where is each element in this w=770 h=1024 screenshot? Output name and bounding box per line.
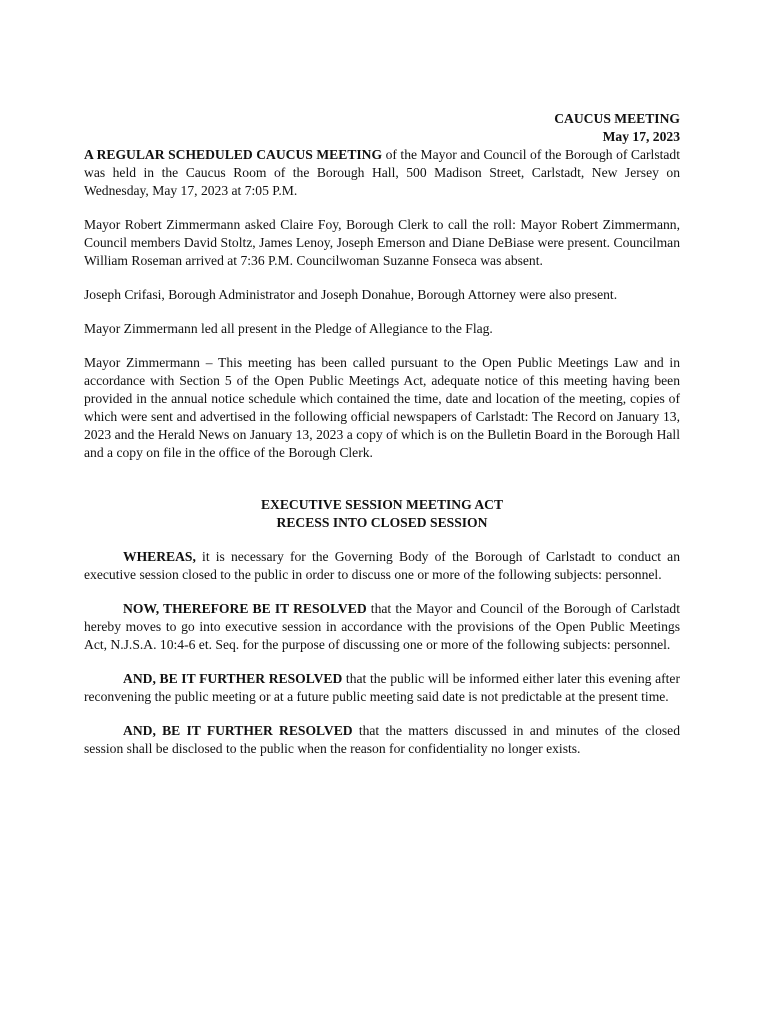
whereas-text: it is necessary for the Governing Body of the Borough of Carlstadt to conduct an executive session closed to the public in order to discuss one or more of the following subjects: personnel. — [84, 549, 680, 582]
attendees-paragraph: Joseph Crifasi, Borough Administrator and Joseph Donahue, Borough Attorney were also present. — [84, 287, 618, 302]
opening-paragraph-lead: A REGULAR SCHEDULED CAUCUS MEETING — [84, 147, 383, 162]
further-resolved-lead-2: AND, BE IT FURTHER RESOLVED — [123, 723, 353, 738]
opening-paragraph — [84, 146, 680, 200]
further-resolved-text-1: that the public will be informed either later this evening after reconvening the public meeting or at a future public meeting said date is not predictable at the present time. — [84, 671, 680, 704]
section-heading-line-2: RECESS INTO CLOSED SESSION — [276, 515, 488, 530]
whereas-paragraph — [84, 548, 680, 584]
resolved-text: that the Mayor and Council of the Borough of Carlstadt hereby moves to go into executive session in accordance with the provisions of the Open Public Meetings Act, N.J.S.A. 10:4-6 et. Seq. for the purpose of discussing one or more of the following subjects: personnel. — [84, 601, 680, 652]
resolved-lead: NOW, THEREFORE BE IT RESOLVED — [123, 601, 367, 616]
roll-call-paragraph: Mayor Robert Zimmermann asked Claire Foy, Borough Clerk to call the roll: Mayor Robert Zimmermann, Council members David Stoltz, James Lenoy, Joseph Emerson and Diane DeBiase were present. Councilman William Roseman arrived at 7:36 P.M. Councilwoman Suzanne Fonseca was absent. — [84, 217, 680, 268]
further-resolved-lead-1: AND, BE IT FURTHER RESOLVED — [123, 671, 343, 686]
section-heading-line-1: EXECUTIVE SESSION MEETING ACT — [260, 497, 504, 512]
opening-paragraph-text: of the Mayor and Council of the Borough of Carlstadt was held in the Caucus Room of the Borough Hall, 500 Madison Street, Carlstadt, New Jersey on Wednesday, May 17, 2023 at 7:05 P.M. — [84, 147, 680, 198]
resolved-paragraph — [84, 600, 680, 654]
whereas-lead: WHEREAS, — [123, 549, 196, 564]
document-page — [84, 110, 680, 774]
further-resolved-text-2: that the matters discussed in and minutes of the closed session shall be disclosed to the public when the reason for confidentiality no longer exists. — [84, 723, 680, 756]
further-resolved-paragraph-2 — [84, 722, 680, 758]
meeting-date: May 17, 2023 — [602, 129, 680, 144]
section-heading — [84, 496, 680, 532]
further-resolved-paragraph-1 — [84, 670, 680, 706]
notice-paragraph: Mayor Zimmermann – This meeting has been called pursuant to the Open Public Meetings Law and in accordance with Section 5 of the Open Public Meetings Act, adequate notice of this meeting having been provided in the annual notice schedule which contained the time, date and location of the meeting, copies of which were sent and advertised in the following official newspapers of Carlstadt: The Record on January 13, 2023 and the Herald News on January 13, 2023 a copy of which is on the Bulletin Board in the Borough Hall and a copy on file in the office of the Borough Clerk. — [84, 355, 680, 460]
meeting-title: CAUCUS MEETING — [554, 111, 680, 126]
pledge-paragraph: Mayor Zimmermann led all present in the Pledge of Allegiance to the Flag. — [84, 321, 493, 336]
